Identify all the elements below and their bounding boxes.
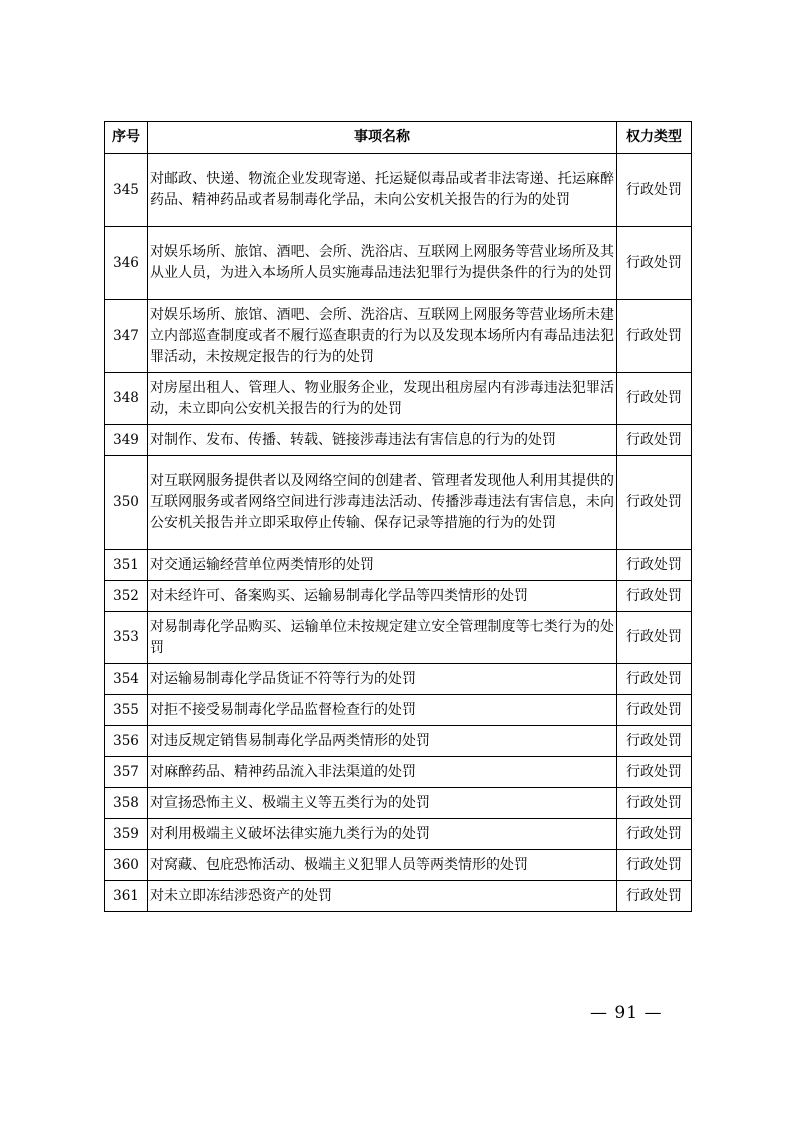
table-body (105, 154, 692, 912)
row-serial-number: 355 (105, 695, 148, 726)
row-power-type: 行政处罚 (617, 456, 692, 550)
row-power-type: 行政处罚 (617, 881, 692, 912)
row-power-type: 行政处罚 (617, 788, 692, 819)
row-serial-number: 348 (105, 373, 148, 425)
row-item-name: 对宣扬恐怖主义、极端主义等五类行为的处罚 (148, 788, 617, 819)
row-item-name: 对运输易制毒化学品货证不符等行为的处罚 (148, 664, 617, 695)
row-item-name: 对制作、发布、传播、转载、链接涉毒违法有害信息的行为的处罚 (148, 425, 617, 456)
row-power-type: 行政处罚 (617, 664, 692, 695)
table-row (105, 373, 692, 425)
table-row (105, 757, 692, 788)
header-item-name: 事项名称 (148, 122, 617, 154)
row-serial-number: 360 (105, 850, 148, 881)
row-serial-number: 347 (105, 300, 148, 373)
row-power-type: 行政处罚 (617, 850, 692, 881)
row-serial-number: 358 (105, 788, 148, 819)
table-row (105, 664, 692, 695)
header-power-type: 权力类型 (617, 122, 692, 154)
row-serial-number: 359 (105, 819, 148, 850)
row-serial-number: 356 (105, 726, 148, 757)
table-row (105, 695, 692, 726)
row-power-type: 行政处罚 (617, 612, 692, 664)
power-list-table (104, 121, 692, 912)
table-row (105, 581, 692, 612)
row-serial-number: 357 (105, 757, 148, 788)
page-number: — 91 — (590, 1003, 663, 1023)
row-serial-number: 351 (105, 550, 148, 581)
row-serial-number: 346 (105, 227, 148, 300)
row-item-name: 对利用极端主义破坏法律实施九类行为的处罚 (148, 819, 617, 850)
row-item-name: 对拒不接受易制毒化学品监督检查行的处罚 (148, 695, 617, 726)
row-power-type: 行政处罚 (617, 581, 692, 612)
row-item-name: 对互联网服务提供者以及网络空间的创建者、管理者发现他人利用其提供的互联网服务或者网络空间进行涉毒违法活动、传播涉毒违法有害信息，未向公安机关报告并立即采取停止传输、保存记录等措施的行为的处罚 (148, 456, 617, 550)
row-power-type: 行政处罚 (617, 695, 692, 726)
row-power-type: 行政处罚 (617, 757, 692, 788)
table-row (105, 300, 692, 373)
header-serial-number: 序号 (105, 122, 148, 154)
row-power-type: 行政处罚 (617, 300, 692, 373)
row-item-name: 对未经许可、备案购买、运输易制毒化学品等四类情形的处罚 (148, 581, 617, 612)
table-header-row (105, 122, 692, 154)
row-serial-number: 361 (105, 881, 148, 912)
row-serial-number: 350 (105, 456, 148, 550)
row-serial-number: 353 (105, 612, 148, 664)
table-row (105, 550, 692, 581)
table-row (105, 819, 692, 850)
table-row (105, 227, 692, 300)
row-power-type: 行政处罚 (617, 819, 692, 850)
table-row (105, 425, 692, 456)
row-item-name: 对娱乐场所、旅馆、酒吧、会所、洗浴店、互联网上网服务等营业场所及其从业人员，为进入本场所人员实施毒品违法犯罪行为提供条件的行为的处罚 (148, 227, 617, 300)
row-item-name: 对交通运输经营单位两类情形的处罚 (148, 550, 617, 581)
row-power-type: 行政处罚 (617, 373, 692, 425)
table-row (105, 154, 692, 227)
row-item-name: 对麻醉药品、精神药品流入非法渠道的处罚 (148, 757, 617, 788)
row-power-type: 行政处罚 (617, 425, 692, 456)
row-item-name: 对窝藏、包庇恐怖活动、极端主义犯罪人员等两类情形的处罚 (148, 850, 617, 881)
table-row (105, 881, 692, 912)
table-row (105, 850, 692, 881)
table-row (105, 456, 692, 550)
row-item-name: 对娱乐场所、旅馆、酒吧、会所、洗浴店、互联网上网服务等营业场所未建立内部巡查制度或者不履行巡查职责的行为以及发现本场所内有毒品违法犯罪活动，未按规定报告的行为的处罚 (148, 300, 617, 373)
row-power-type: 行政处罚 (617, 550, 692, 581)
table-row (105, 726, 692, 757)
table-row (105, 612, 692, 664)
row-serial-number: 352 (105, 581, 148, 612)
row-item-name: 对易制毒化学品购买、运输单位未按规定建立安全管理制度等七类行为的处罚 (148, 612, 617, 664)
row-item-name: 对未立即冻结涉恐资产的处罚 (148, 881, 617, 912)
row-serial-number: 349 (105, 425, 148, 456)
row-power-type: 行政处罚 (617, 726, 692, 757)
row-item-name: 对邮政、快递、物流企业发现寄递、托运疑似毒品或者非法寄递、托运麻醉药品、精神药品或者易制毒化学品，未向公安机关报告的行为的处罚 (148, 154, 617, 227)
row-serial-number: 345 (105, 154, 148, 227)
table-row (105, 788, 692, 819)
row-power-type: 行政处罚 (617, 154, 692, 227)
row-serial-number: 354 (105, 664, 148, 695)
row-item-name: 对房屋出租人、管理人、物业服务企业，发现出租房屋内有涉毒违法犯罪活动，未立即向公安机关报告的行为的处罚 (148, 373, 617, 425)
row-power-type: 行政处罚 (617, 227, 692, 300)
row-item-name: 对违反规定销售易制毒化学品两类情形的处罚 (148, 726, 617, 757)
